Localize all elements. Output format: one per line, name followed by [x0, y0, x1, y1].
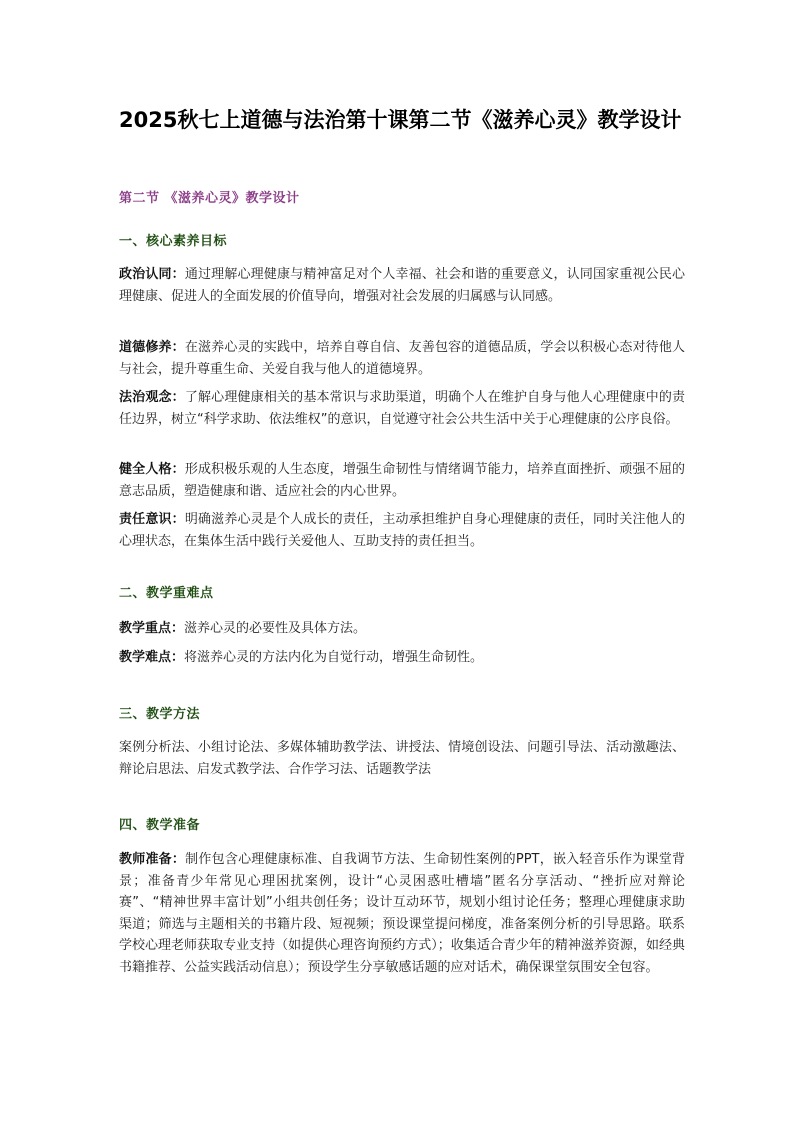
methods-text: 案例分析法、小组讨论法、多媒体辅助教学法、讲授法、情境创设法、问题引导法、活动激趣法、辩论启思法、启发式教学法、合作学习法、话题教学法	[119, 740, 685, 777]
goal-label: 责任意识：	[119, 512, 185, 527]
document-subtitle: 第二节 《滋养心灵》教学设计	[119, 191, 300, 206]
document-title: 2025秋七上道德与法治第十课第二节《滋养心灵》教学设计	[119, 108, 682, 132]
goal-label: 政治认同：	[119, 267, 185, 282]
keypoint-difficulty	[119, 647, 685, 669]
goal-political-identity	[119, 264, 685, 307]
keypoint-text: 将滋养心灵的方法内化为自觉行动，增强生命韧性。	[184, 650, 484, 665]
goal-rule-of-law	[119, 387, 685, 430]
goal-label: 法治观念：	[119, 390, 185, 405]
section-heading-keypoints: 二、教学重难点	[119, 586, 214, 601]
section-heading-preparation: 四、教学准备	[119, 818, 201, 833]
keypoint-focus	[119, 618, 685, 640]
goal-label: 道德修养：	[119, 340, 185, 355]
section-heading-goals: 一、核心素养目标	[119, 234, 228, 249]
prep-teacher	[119, 849, 685, 978]
goal-text: 通过理解心理健康与精神富足对个人幸福、社会和谐的重要意义，认同国家重视公民心理健康、促进人的全面发展的价值导向，增强对社会发展的归属感与认同感。	[119, 267, 685, 304]
keypoint-text: 滋养心灵的必要性及具体方法。	[184, 621, 367, 636]
section-heading-methods: 三、教学方法	[119, 707, 201, 722]
goal-sound-personality	[119, 459, 685, 502]
keypoint-label: 教学重点：	[119, 621, 185, 636]
goal-text: 在滋养心灵的实践中，培养自尊自信、友善包容的道德品质，学会以积极心态对待他人与社会，提升尊重生命、关爱自我与他人的道德境界。	[119, 340, 685, 377]
prep-label: 教师准备：	[119, 852, 186, 867]
goal-label: 健全人格：	[119, 462, 185, 477]
prep-text: 制作包含心理健康标准、自我调节方法、生命韧性案例的PPT，嵌入轻音乐作为课堂背景；准备青少年常见心理困扰案例，设计“心灵困惑吐槽墙”匿名分享活动、“挫折应对辩论赛”、“精神世界丰富计划”小组共创任务；设计互动环节，规划小组讨论任务；整理心理健康求助渠道；筛选与主题相关的书籍片段、短视频；预设课堂提问梯度，准备案例分析的引导思路。联系学校心理老师获取专业支持（如提供心理咨询预约方式）；收集适合青少年的精神滋养资源，如经典书籍推荐、公益实践活动信息）；预设学生分享敏感话题的应对话术，确保课堂氛围安全包容。	[119, 852, 685, 975]
goal-responsibility	[119, 509, 685, 552]
goal-moral-cultivation	[119, 337, 685, 380]
goal-text: 明确滋养心灵是个人成长的责任，主动承担维护自身心理健康的责任，同时关注他人的心理状态，在集体生活中践行关爱他人、互助支持的责任担当。	[119, 512, 685, 549]
goal-text: 了解心理健康相关的基本常识与求助渠道，明确个人在维护自身与他人心理健康中的责任边界，树立“科学求助、依法维权”的意识，自觉遵守社会公共生活中关于心理健康的公序良俗。	[119, 390, 685, 427]
keypoint-label: 教学难点：	[119, 650, 185, 665]
goal-text: 形成积极乐观的人生态度，增强生命韧性与情绪调节能力，培养直面挫折、顽强不屈的意志品质，塑造健康和谐、适应社会的内心世界。	[119, 462, 685, 499]
